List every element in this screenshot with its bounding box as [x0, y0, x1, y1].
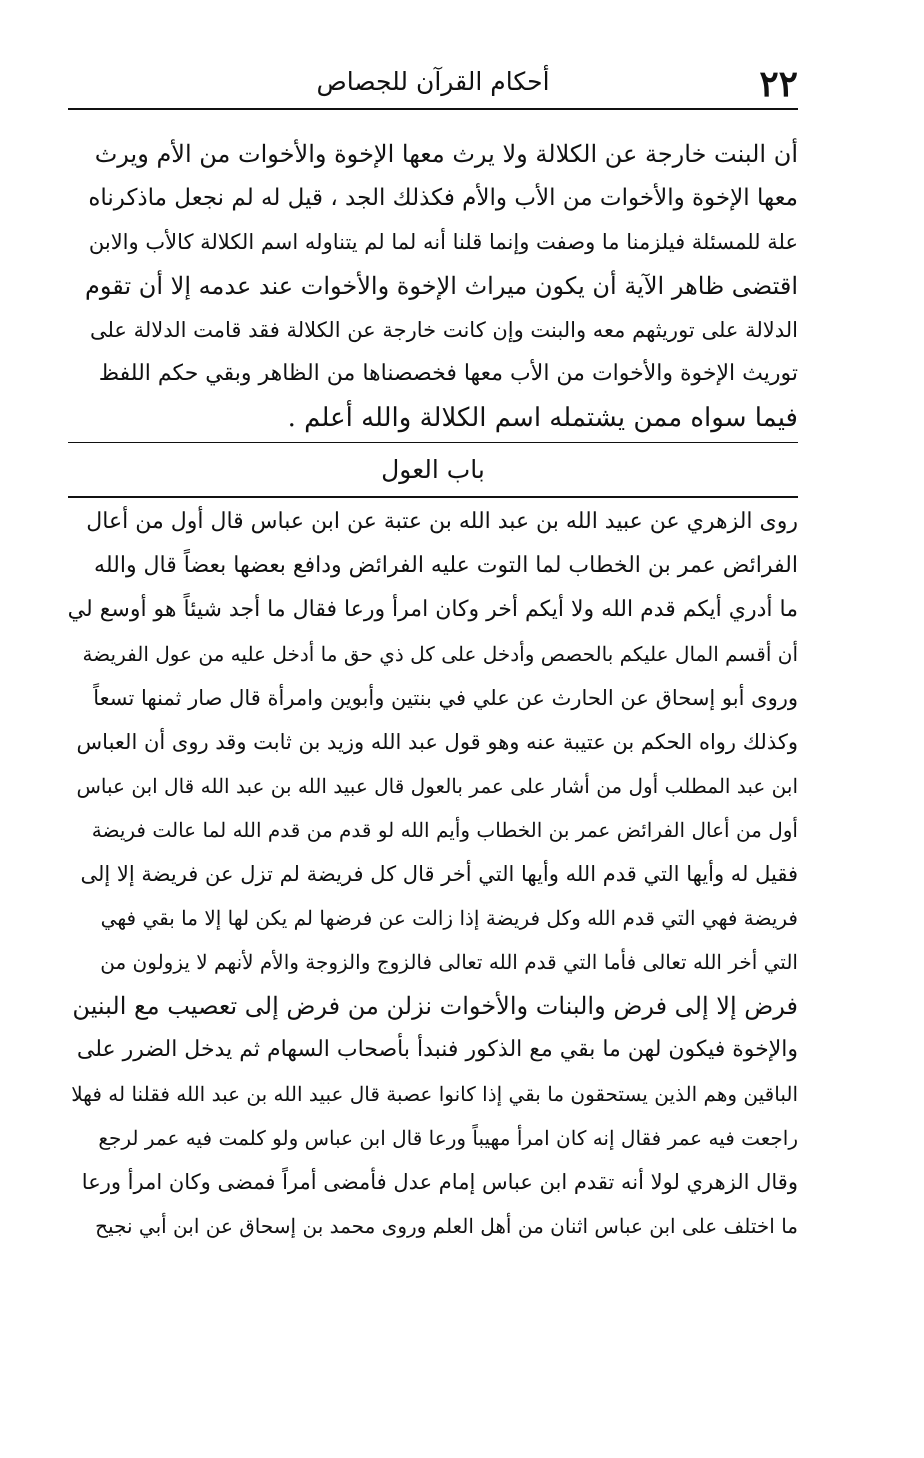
text-line: فيما سواه ممن يشتمله اسم الكلالة والله أعلم .	[287, 403, 798, 433]
text-line: أن البنت خارجة عن الكلالة ولا يرث معها الإخوة والأخوات من الأم ويرث	[94, 140, 798, 168]
running-header	[68, 62, 798, 105]
paragraph-2	[68, 500, 798, 1248]
text-line: أول من أعال الفرائض عمر بن الخطاب وأيم الله لو قدم من قدم الله لما عالت فريضة	[91, 818, 798, 842]
paragraph-1	[68, 132, 798, 440]
text-line: فريضة فهي التي قدم الله وكل فريضة إذا زالت عن فرضها لم يكن لها إلا ما بقي فهي	[100, 906, 798, 930]
text-line: علة للمسئلة فيلزمنا ما وصفت وإنما قلنا أنه لما لم يتناوله اسم الكلالة كالأب والابن	[88, 230, 798, 254]
text-line: والإخوة فيكون لهن ما بقي مع الذكور فنبدأ بأصحاب السهام ثم يدخل الضرر على	[76, 1037, 798, 1062]
text-line: الفرائض عمر بن الخطاب لما التوت عليه الفرائض ودافع بعضها بعضاً قال والله	[94, 553, 798, 578]
book-title: أحكام القرآن للجصاص	[316, 67, 550, 96]
text-line: ابن عبد المطلب أول من أشار على عمر بالعول قال عبيد الله بن عبد الله قال ابن عباس	[76, 774, 798, 798]
section-heading: باب العول	[381, 455, 485, 484]
text-line: فقيل له وأيها التي قدم الله وأيها التي أخر قال كل فريضة لم تزل عن فريضة إلا إلى	[80, 862, 798, 886]
text-line: وكذلك رواه الحكم بن عتيبة عنه وهو قول عبد الله وزيد بن ثابت وقد روى أن العباس	[76, 730, 798, 754]
text-line: وقال الزهري لولا أنه تقدم ابن عباس إمام عدل فأمضى أمراً فمضى وكان امرأ ورعا	[81, 1170, 798, 1194]
text-line: الدلالة على توريثهم معه والبنت وإن كانت خارجة عن الكلالة فقد قامت الدلالة على	[89, 318, 798, 342]
text-line: راجعت فيه عمر فقال إنه كان امرأ مهيباً ورعا قال ابن عباس ولو كلمت فيه عمر لرجع	[98, 1126, 798, 1150]
text-line: وروى أبو إسحاق عن الحارث عن علي في بنتين وأبوين وامرأة قال صار ثمنها تسعاً	[93, 686, 798, 710]
text-line: روى الزهري عن عبيد الله بن عبد الله بن عتبة عن ابن عباس قال أول من أعال	[86, 509, 798, 534]
text-line: أن أقسم المال عليكم بالحصص وأدخل على كل ذي حق ما أدخل عليه من عول الفريضة	[82, 642, 798, 666]
header-rule	[68, 108, 798, 110]
text-line: ما أدري أيكم قدم الله ولا أيكم أخر وكان امرأ ورعا فقال ما أجد شيئاً هو أوسع لي	[68, 597, 798, 622]
text-line: معها الإخوة والأخوات من الأب والأم فكذلك الجد ، قيل له لم نجعل ماذكرناه	[88, 185, 798, 211]
text-line: ما اختلف على ابن عباس اثنان من أهل العلم وروى محمد بن إسحاق عن ابن أبي نجيح	[95, 1214, 798, 1238]
section-top-rule	[68, 442, 798, 443]
page-number: ٢٢	[759, 63, 798, 105]
text-line: الباقين وهم الذين يستحقون ما بقي إذا كانوا عصبة قال عبيد الله بن عبد الله فقلنا له فهلا	[71, 1082, 798, 1106]
section-bottom-rule	[68, 496, 798, 498]
text-line: توريث الإخوة والأخوات من الأب معها فخصصناها من الظاهر وبقي حكم اللفظ	[98, 361, 798, 386]
text-line: التي أخر الله تعالى فأما التي قدم الله تعالى فالزوج والزوجة والأم لأنهم لا يزولون من	[100, 950, 798, 974]
text-line: اقتضى ظاهر الآية أن يكون ميراث الإخوة والأخوات عند عدمه إلا أن تقوم	[85, 272, 798, 300]
text-line: فرض إلا إلى فرض والبنات والأخوات نزلن من فرض إلى تعصيب مع البنين	[72, 992, 798, 1020]
